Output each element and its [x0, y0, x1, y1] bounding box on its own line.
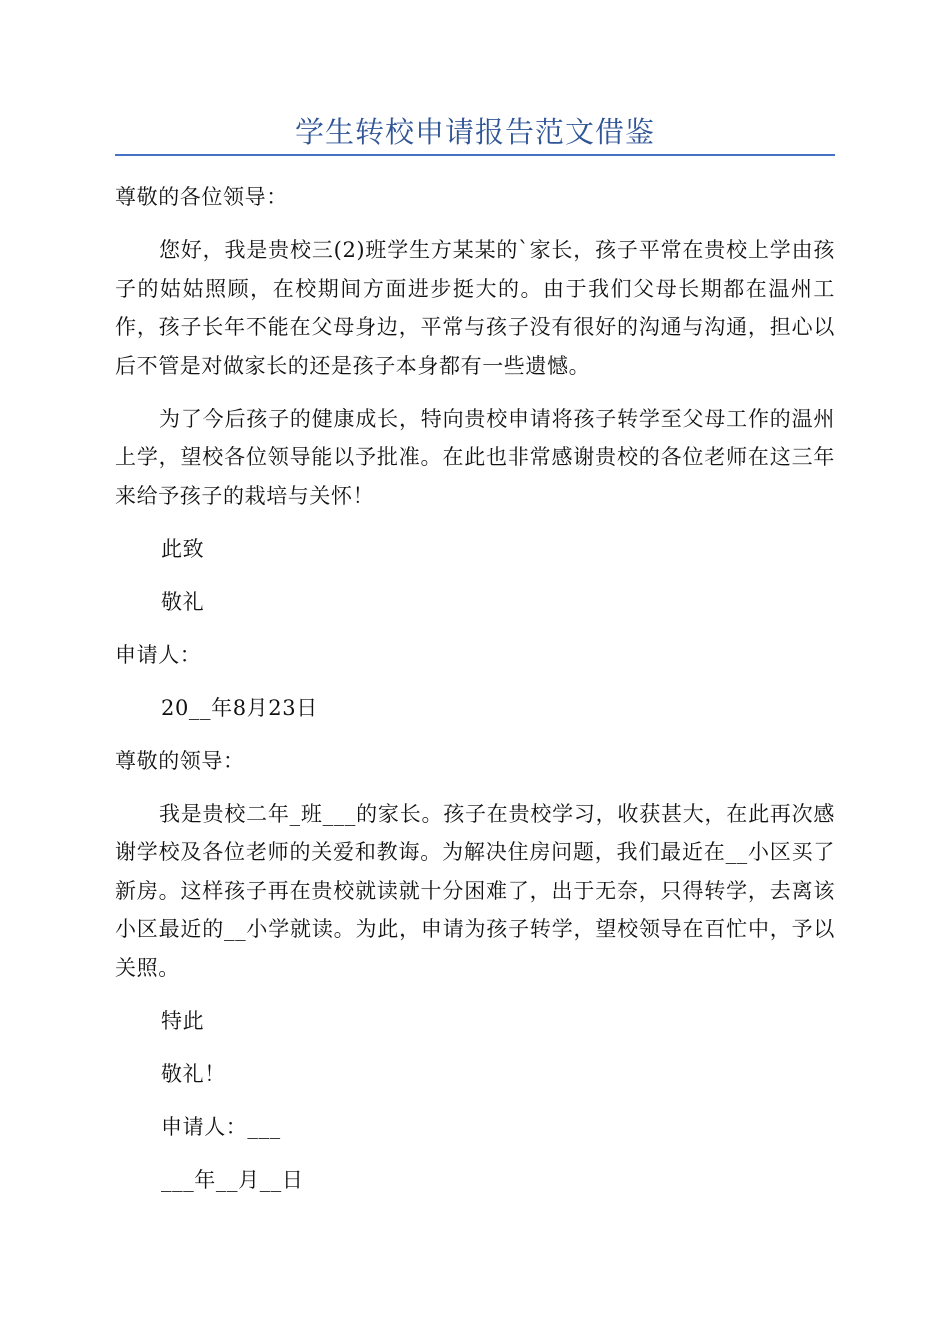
- letter2-applicant: 申请人：___: [161, 1114, 281, 1139]
- letter1-applicant: 申请人：: [115, 642, 202, 667]
- letter2-closing-1: 特此: [161, 1008, 205, 1033]
- letter1-closing-2: 敬礼: [161, 589, 205, 614]
- letter1-paragraph-1: 您好，我是贵校三(2)班学生方某某的`家长，孩子平常在贵校上学由孩子的姑姑照顾，在校期间方面进步挺大的。由于我们父母长期都在温州工作，孩子长年不能在父母身边，平常与孩子没有很好的沟通与沟通，担心以后不管是对做家长的还是孩子本身都有一些遗憾。: [115, 238, 835, 378]
- letter2-date: ___年__月__日: [161, 1167, 304, 1192]
- document-title: 学生转校申请报告范文借鉴: [294, 115, 655, 149]
- document-body: [115, 178, 835, 1199]
- letter1-paragraph-2: 为了今后孩子的健康成长，特向贵校申请将孩子转学至父母工作的温州上学，望校各位领导能以予批准。在此也非常感谢贵校的各位老师在这三年来给予孩子的栽培与关怀！: [115, 406, 835, 508]
- letter2-paragraph: 我是贵校二年_班___的家长。孩子在贵校学习，收获甚大，在此再次感谢学校及各位老师的关爱和教诲。为解决住房问题，我们最近在__小区买了新房。这样孩子再在贵校就读就十分困难了，出于无奈，只得转学，去离该小区最近的__小学就读。为此，申请为孩子转学，望校领导在百忙中，予以关照。: [115, 801, 835, 980]
- letter1-date: 20__年8月23日: [161, 695, 318, 720]
- title-underline: [115, 154, 835, 156]
- letter2-closing-2: 敬礼！: [161, 1061, 226, 1086]
- letter1-greeting: 尊敬的各位领导：: [115, 185, 288, 209]
- letter1-closing-1: 此致: [161, 536, 205, 561]
- letter2-greeting: 尊敬的领导：: [115, 748, 245, 773]
